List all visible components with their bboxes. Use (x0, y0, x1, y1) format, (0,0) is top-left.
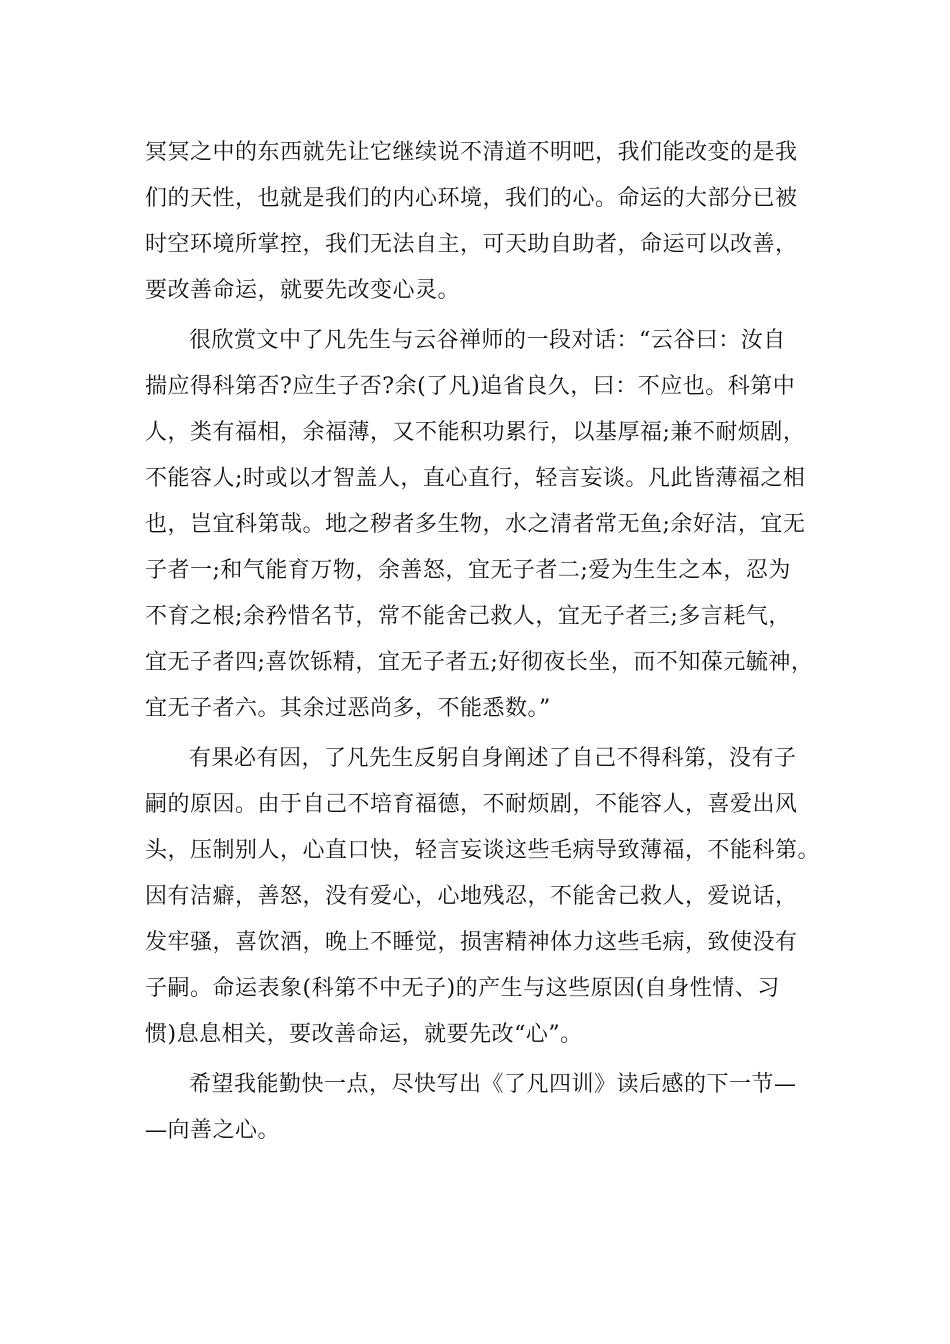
text-line: 因有洁癖，善怒，没有爱心，心地残忍，不能舍己救人，爱说话， (145, 884, 798, 909)
text-line: 惯)息息相关，要改善命运，就要先改“心”。 (145, 1022, 583, 1047)
text-line: 人，类有福相，余福薄，又不能积功累行，以基厚福;兼不耐烦剧， (145, 420, 806, 445)
text-line: 不能容人;时或以才智盖人，直心直行，轻言妄谈。凡此皆薄福之相 (145, 466, 806, 491)
text-line: 不育之根;余矜惜名节，常不能舍己救人，宜无子者三;多言耗气， (145, 604, 791, 629)
text-line: 时空环境所掌控，我们无法自主，可天助自助者，命运可以改善， (145, 232, 798, 257)
text-line: 们的天性，也就是我们的内心环境，我们的心。命运的大部分已被 (145, 186, 798, 211)
text-line: 有果必有因，了凡先生反躬自身阐述了自己不得科第，没有子 (189, 746, 797, 771)
text-line: 也，岂宜科第哉。地之秽者多生物，水之清者常无鱼;余好洁，宜无 (145, 512, 806, 537)
paragraph-1 (145, 130, 825, 314)
text-line: 嗣的原因。由于自己不培育福德，不耐烦剧，不能容人，喜爱出风 (145, 792, 798, 817)
paragraph-3 (145, 736, 825, 1058)
text-line: 要改善命运，就要先改变心灵。 (145, 278, 461, 303)
text-line: 发牢骚，喜饮酒，晚上不睡觉，损害精神体力这些毛病，致使没有 (145, 930, 798, 955)
text-line: 很欣赏文中了凡先生与云谷禅师的一段对话：“云谷曰：汝自 (189, 328, 786, 353)
text-line: 冥冥之中的东西就先让它继续说不清道不明吧，我们能改变的是我 (145, 140, 798, 165)
paragraph-2 (145, 318, 825, 732)
text-line: 宜无子者四;喜饮铄精，宜无子者五;好彻夜长坐，而不知葆元毓神， (145, 650, 814, 675)
text-line: 揣应得科第否?应生子否?余(了凡)追省良久，曰：不应也。科第中 (145, 374, 796, 399)
text-line: —向善之心。 (145, 1118, 281, 1143)
text-line: 子嗣。命运表象(科第不中无子)的产生与这些原因(自身性情、习 (145, 976, 780, 1001)
paragraph-4 (145, 1062, 825, 1154)
document-body (145, 130, 825, 1158)
text-line: 希望我能勤快一点，尽快写出《了凡四训》读后感的下一节— (189, 1072, 797, 1097)
text-line: 子者一;和气能育万物，余善怒，宜无子者二;爱为生生之本，忍为 (145, 558, 791, 583)
text-line: 宜无子者六。其余过恶尚多，不能悉数。” (145, 696, 551, 721)
text-line: 头，压制别人，心直口快，轻言妄谈这些毛病导致薄福，不能科第。 (145, 838, 821, 863)
